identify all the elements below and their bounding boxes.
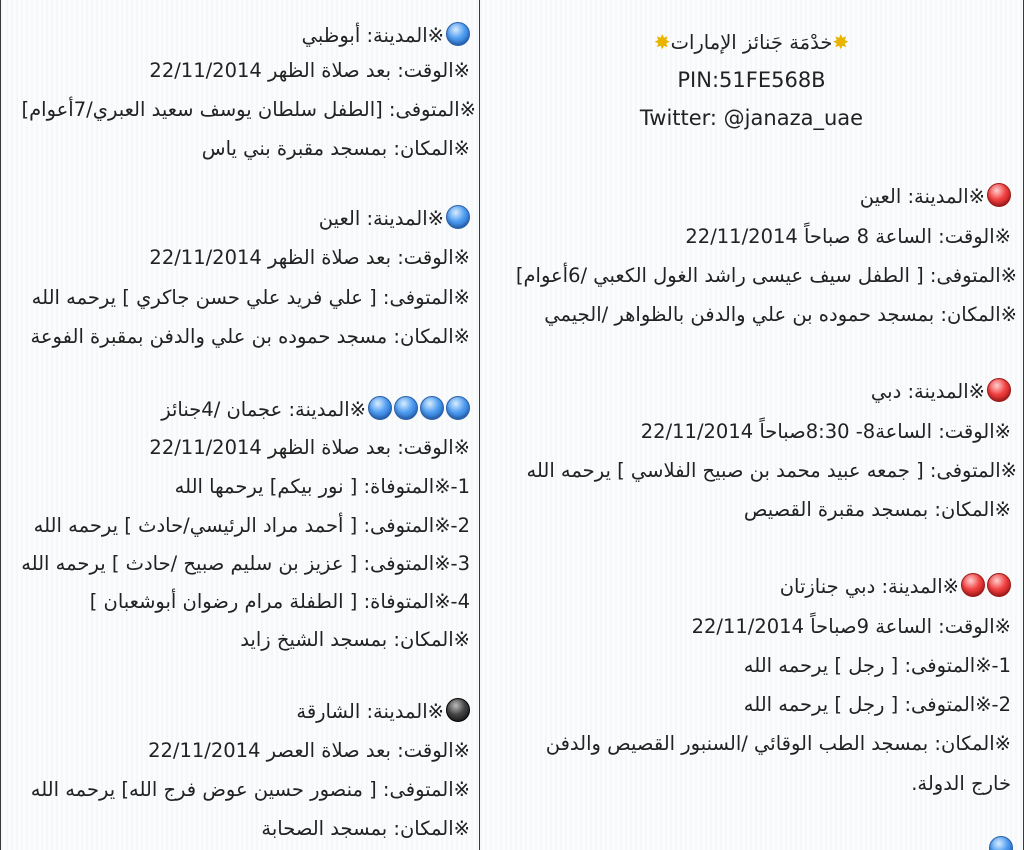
dubai2-deceased-1: 1-※المتوفى: [ رجل ] يرحمه الله [743,654,1011,677]
r-alain-place: ※المكان: بمسجد حموده بن علي والدفن بالظواهر /الجيمي [544,303,1017,326]
twitter-handle: Twitter: @janaza_uae [639,106,864,130]
blue-circle-icon [446,205,470,229]
sharjah-deceased: ※المتوفى: [ منصور حسين عوض فرج الله] يرحمه الله [30,778,470,801]
red-circle-icon [987,378,1011,402]
dubai-deceased: ※المتوفى: [ جمعه عبيد محمد بن صبيح الفلاسي ] يرحمه الله [526,459,1017,482]
sharjah-city-line: ※المدينة: الشارقة [296,698,470,726]
dubai-place: ※المكان: بمسجد مقبرة القصيص [743,498,1011,521]
r-alain-city-line: ※المدينة: العين [860,183,1011,211]
alain-deceased: ※المتوفى: [ علي فريد علي حسن جاكري ] يرحمه الله [31,286,470,309]
ajman-time: ※الوقت: بعد صلاة الظهر 22/11/2014 [149,436,470,459]
ajman-deceased-2: 2-※المتوفى: [ أحمد مراد الرئيسي/حادث ] يرحمه الله [33,514,470,537]
sparkle-icon: ✸ [832,30,850,54]
sharjah-time: ※الوقت: بعد صلاة العصر 22/11/2014 [148,739,470,762]
dubai2-place: ※المكان: بمسجد الطب الوقائي /السنبور القصيص والدفن [545,732,1011,755]
abudhabi-deceased: ※المتوفى: [الطفل سلطان يوسف سعيد العبري/7أعوام] [21,98,476,121]
ajman-deceased-4: 4-※المتوفاة: [ الطفلة مرام رضوان أبوشعبان ] [89,590,470,613]
ajman-deceased-1: 1-※المتوفاة: [ نور بيكم] يرحمها الله [174,475,470,498]
dubai-city-line: ※المدينة: دبي [871,378,1011,406]
blue-circle-icon [394,396,418,420]
blue-circle-icon [420,396,444,420]
ajman-city-line: ※المدينة: عجمان /4جنائز [161,396,470,424]
dubai2-time: ※الوقت: الساعة 9صباحاً 22/11/2014 [691,615,1011,638]
header-title-line [480,28,1023,56]
abudhabi-city-line: ※المدينة: أبوظبي [302,22,470,50]
alain-city-line: ※المدينة: العين [319,205,470,233]
left-message-panel [0,0,483,850]
dubai2-place-cont: خارج الدولة. [911,772,1011,795]
blue-circle-icon [368,396,392,420]
ajman-place: ※المكان: بمسجد الشيخ زايد [240,628,470,651]
blue-circle-icon [446,396,470,420]
r-alain-deceased: ※المتوفى: [ الطفل سيف عيسى راشد الغول الكعبي /6أعوام] [515,264,1017,287]
dubai2-deceased-2: 2-※المتوفى: [ رجل ] يرحمه الله [743,693,1011,716]
alain-time: ※الوقت: بعد صلاة الظهر 22/11/2014 [149,246,470,269]
alain-place: ※المكان: مسجد حموده بن علي والدفن بمقبرة الفوعة [30,325,470,348]
red-circle-icon [987,573,1011,597]
abudhabi-time: ※الوقت: بعد صلاة الظهر 22/11/2014 [149,59,470,82]
sparkle-icon: ✸ [653,30,671,54]
sharjah-place: ※المكان: بمسجد الصحابة [261,817,470,840]
black-circle-icon [446,698,470,722]
service-title: خدْمَة جَنائز الإمارات [670,31,833,54]
dubai-time: ※الوقت: الساعة8- 8:30صباحاً 22/11/2014 [640,420,1011,443]
ajman-deceased-3: 3-※المتوفى: [ عزيز بن سليم صبيح /حادث ] يرحمه الله [21,552,470,575]
r-alain-time: ※الوقت: الساعة 8 صباحاً 22/11/2014 [685,225,1011,248]
dubai2-city-line: ※المدينة: دبي جنازتان [780,573,1011,601]
pin-text: PIN:51FE568B [677,68,826,92]
red-circle-icon [987,183,1011,207]
blue-circle-icon [987,836,1013,850]
blue-circle-icon [446,22,470,46]
right-message-panel [479,0,1024,850]
abudhabi-place: ※المكان: بمسجد مقبرة بني ياس [201,137,470,160]
red-circle-icon [961,573,985,597]
